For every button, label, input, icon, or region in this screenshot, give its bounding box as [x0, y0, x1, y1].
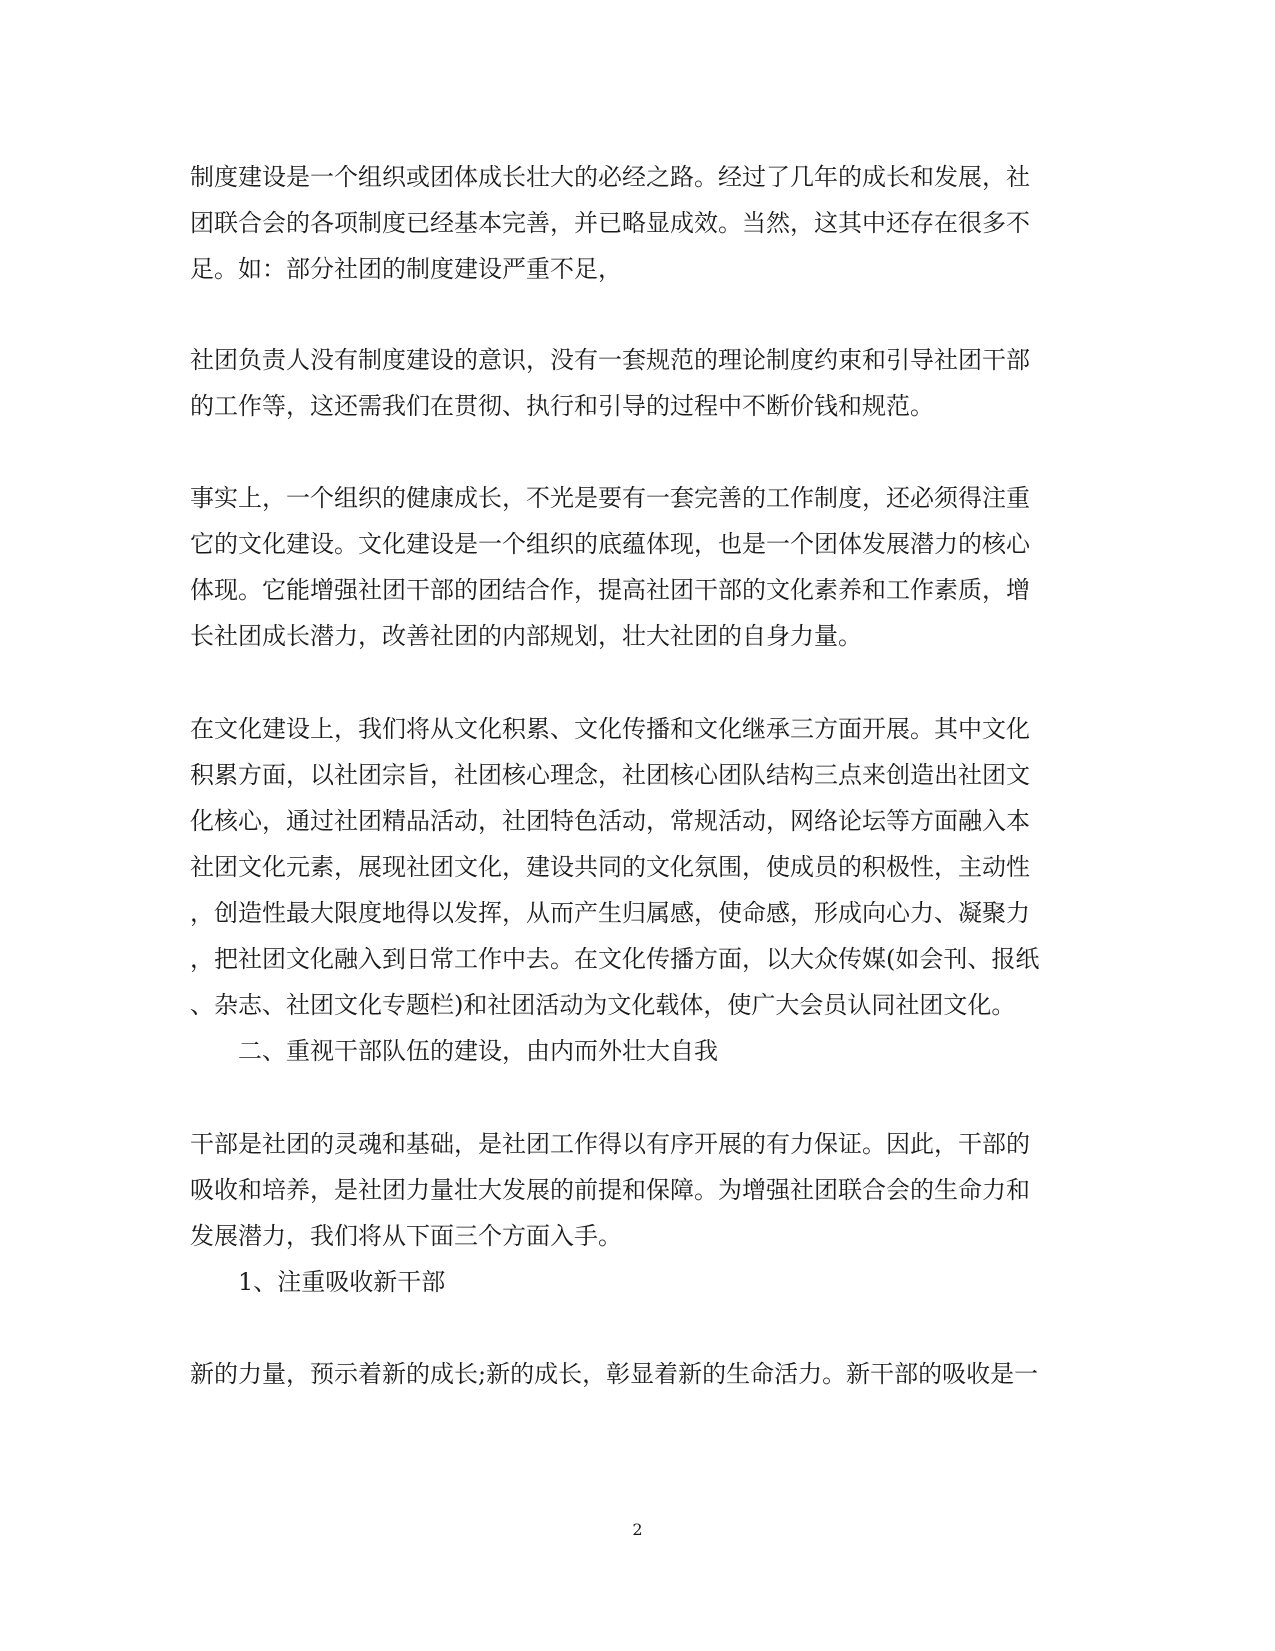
- text-line: 的工作等，这还需我们在贯彻、执行和引导的过程中不断价钱和规范。: [190, 392, 934, 420]
- text-line: 新的力量，预示着新的成长;新的成长，彰显着新的生命活力。新干部的吸收是一: [190, 1360, 1039, 1388]
- text-line: ，创造性最大限度地得以发挥，从而产生归属感，使命感，形成向心力、凝聚力: [190, 899, 1030, 927]
- page-number: 2: [632, 1520, 643, 1539]
- text-line: 化核心，通过社团精品活动，社团特色活动，常规活动，网络论坛等方面融入本: [190, 807, 1030, 835]
- text-line: 事实上，一个组织的健康成长，不光是要有一套完善的工作制度，还必须得注重: [190, 484, 1030, 512]
- text-line: ，把社团文化融入到日常工作中去。在文化传播方面，以大众传媒(如会刊、报纸: [190, 945, 1040, 973]
- text-line: 吸收和培养，是社团力量壮大发展的前提和保障。为增强社团联合会的生命力和: [190, 1176, 1030, 1204]
- text-line: 长社团成长潜力，改善社团的内部规划，壮大社团的自身力量。: [190, 622, 862, 650]
- text-line: 它的文化建设。文化建设是一个组织的底蕴体现，也是一个团体发展潜力的核心: [190, 530, 1030, 558]
- text-line: 干部是社团的灵魂和基础，是社团工作得以有序开展的有力保证。因此，干部的: [190, 1130, 1030, 1158]
- text-line: 积累方面，以社团宗旨，社团核心理念，社团核心团队结构三点来创造出社团文: [190, 761, 1030, 789]
- text-line: 体现。它能增强社团干部的团结合作，提高社团干部的文化素养和工作素质，增: [190, 576, 1030, 604]
- text-line: 社团文化元素，展现社团文化，建设共同的文化氛围，使成员的积极性，主动性: [190, 853, 1030, 881]
- text-line: 社团负责人没有制度建设的意识，没有一套规范的理论制度约束和引导社团干部: [190, 346, 1030, 374]
- text-line: 、杂志、社团文化专题栏)和社团活动为文化载体，使广大会员认同社团文化。: [190, 991, 1016, 1019]
- text-line: 发展潜力，我们将从下面三个方面入手。: [190, 1222, 622, 1250]
- subsection-heading: 1、注重吸收新干部: [238, 1268, 446, 1296]
- text-line: 在文化建设上，我们将从文化积累、文化传播和文化继承三方面开展。其中文化: [190, 715, 1030, 743]
- section-heading: 二、重视干部队伍的建设，由内而外壮大自我: [238, 1037, 718, 1065]
- text-line: 团联合会的各项制度已经基本完善，并已略显成效。当然，这其中还存在很多不: [190, 209, 1030, 237]
- text-line: 制度建设是一个组织或团体成长壮大的必经之路。经过了几年的成长和发展，社: [190, 163, 1030, 191]
- text-line: 足。如：部分社团的制度建设严重不足，: [190, 255, 622, 283]
